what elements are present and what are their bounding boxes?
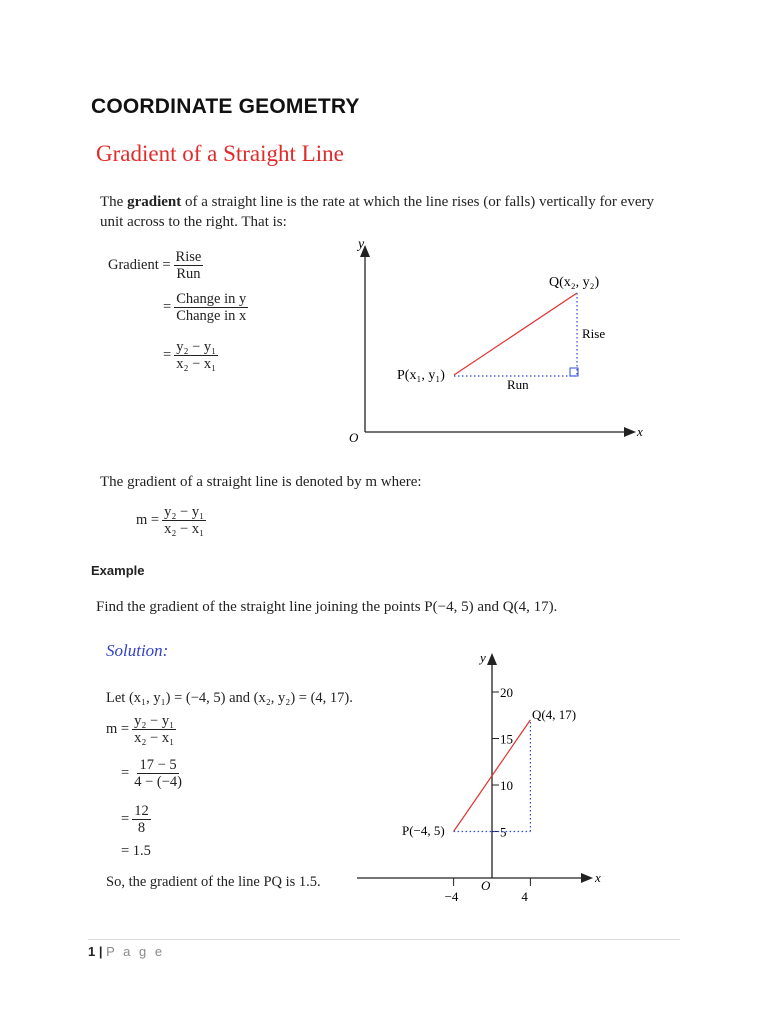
x-diff-text: x₂ − x₁ xyxy=(176,356,217,372)
fraction-rise-run xyxy=(174,249,204,282)
x-diff-text: x₂ − x₁ xyxy=(164,521,205,537)
origin-label: O xyxy=(481,878,491,893)
intro-post: of a straight line is the rate at which the line rises (or falls) vertically for every unit across to the right. That is: xyxy=(100,194,654,230)
denoted-text: The gradient of a straight line is denoted by m where: xyxy=(100,474,422,490)
point-p-label: P(−4, 5) xyxy=(402,823,445,838)
solution-step-1 xyxy=(121,757,184,790)
solution-step-2 xyxy=(121,803,151,836)
formula-change xyxy=(163,291,248,324)
fraction-change xyxy=(174,291,248,324)
formula-coords xyxy=(163,339,218,372)
equals-sign: = xyxy=(121,811,130,827)
step2-numerator: 12 xyxy=(134,803,149,819)
step1-numerator: 17 − 5 xyxy=(139,757,177,773)
x-tick-label: −4 xyxy=(444,889,459,904)
change-y-text: Change in y xyxy=(176,291,247,307)
gradient-diagram xyxy=(340,235,650,450)
footer-rule xyxy=(88,939,680,940)
fraction-m xyxy=(162,504,206,537)
fraction-step-2 xyxy=(132,803,151,836)
x-axis-arrow xyxy=(624,427,636,437)
y-axis-label: y xyxy=(358,237,365,252)
change-x-text: Change in x xyxy=(176,308,247,324)
rise-text: Rise xyxy=(175,249,202,265)
x-axis-label: x xyxy=(637,424,643,439)
equals-sign: = xyxy=(163,299,172,315)
x-axis-label: x xyxy=(595,870,601,885)
solution-label: Solution: xyxy=(106,641,169,660)
gradient-label: Gradient = xyxy=(108,257,171,273)
point-p-label: P(x₁, y₁) xyxy=(397,368,445,383)
fraction-coords xyxy=(174,339,218,372)
let-line: Let (x₁, y₁) = (−4, 5) and (x₂, y₂) = (4, 17). xyxy=(106,690,353,706)
y-diff-text: y₂ − y₁ xyxy=(134,713,175,729)
page-footer xyxy=(88,944,165,959)
m-equals: m = xyxy=(136,512,160,528)
y-axis-label: y xyxy=(480,650,486,665)
y-axis-arrow xyxy=(487,653,497,665)
run-label: Run xyxy=(507,377,529,392)
point-q-label: Q(x₂, y₂) xyxy=(549,275,600,290)
run-text: Run xyxy=(176,266,201,282)
line-pq xyxy=(454,293,577,375)
equals-sign: = xyxy=(121,765,130,781)
solution-result: = 1.5 xyxy=(121,843,151,859)
y-diff-text: y₂ − y₁ xyxy=(164,504,205,520)
x-axis-arrow xyxy=(581,873,593,883)
fraction-solution-coords xyxy=(132,713,176,746)
equals-sign: = xyxy=(163,347,172,363)
x-tick-label: 4 xyxy=(521,889,528,904)
fraction-step-1 xyxy=(132,757,184,790)
page-word: P a g e xyxy=(106,944,165,959)
m-equals: m = xyxy=(106,721,130,737)
example-label: Example xyxy=(91,563,145,578)
y-tick-label: 15 xyxy=(500,731,513,747)
intro-bold-term: gradient xyxy=(127,194,182,210)
m-formula xyxy=(136,504,206,537)
step1-denominator: 4 − (−4) xyxy=(134,774,182,790)
y-diff-text: y₂ − y₁ xyxy=(176,339,217,355)
x-diff-text: x₂ − x₁ xyxy=(134,730,175,746)
intro-paragraph xyxy=(100,192,660,232)
step2-denominator: 8 xyxy=(137,820,146,836)
y-tick-label: 20 xyxy=(500,685,513,700)
formula-rise-run xyxy=(108,249,203,282)
section-heading: Gradient of a Straight Line xyxy=(96,141,344,166)
solution-m-line xyxy=(106,713,176,746)
rise-label: Rise xyxy=(582,326,606,341)
example-graph xyxy=(355,645,615,910)
y-tick-label: 5 xyxy=(500,824,507,840)
example-task: Find the gradient of the straight line joining the points P(−4, 5) and Q(4, 17). xyxy=(96,599,558,615)
y-tick-label: 10 xyxy=(500,778,513,793)
solution-conclusion: So, the gradient of the line PQ is 1.5. xyxy=(106,874,321,890)
page-number: 1 | xyxy=(88,944,103,959)
intro-pre: The xyxy=(100,194,128,210)
origin-label: O xyxy=(349,430,359,445)
point-q-label: Q(4, 17) xyxy=(532,707,577,722)
page-title: COORDINATE GEOMETRY xyxy=(91,95,360,118)
